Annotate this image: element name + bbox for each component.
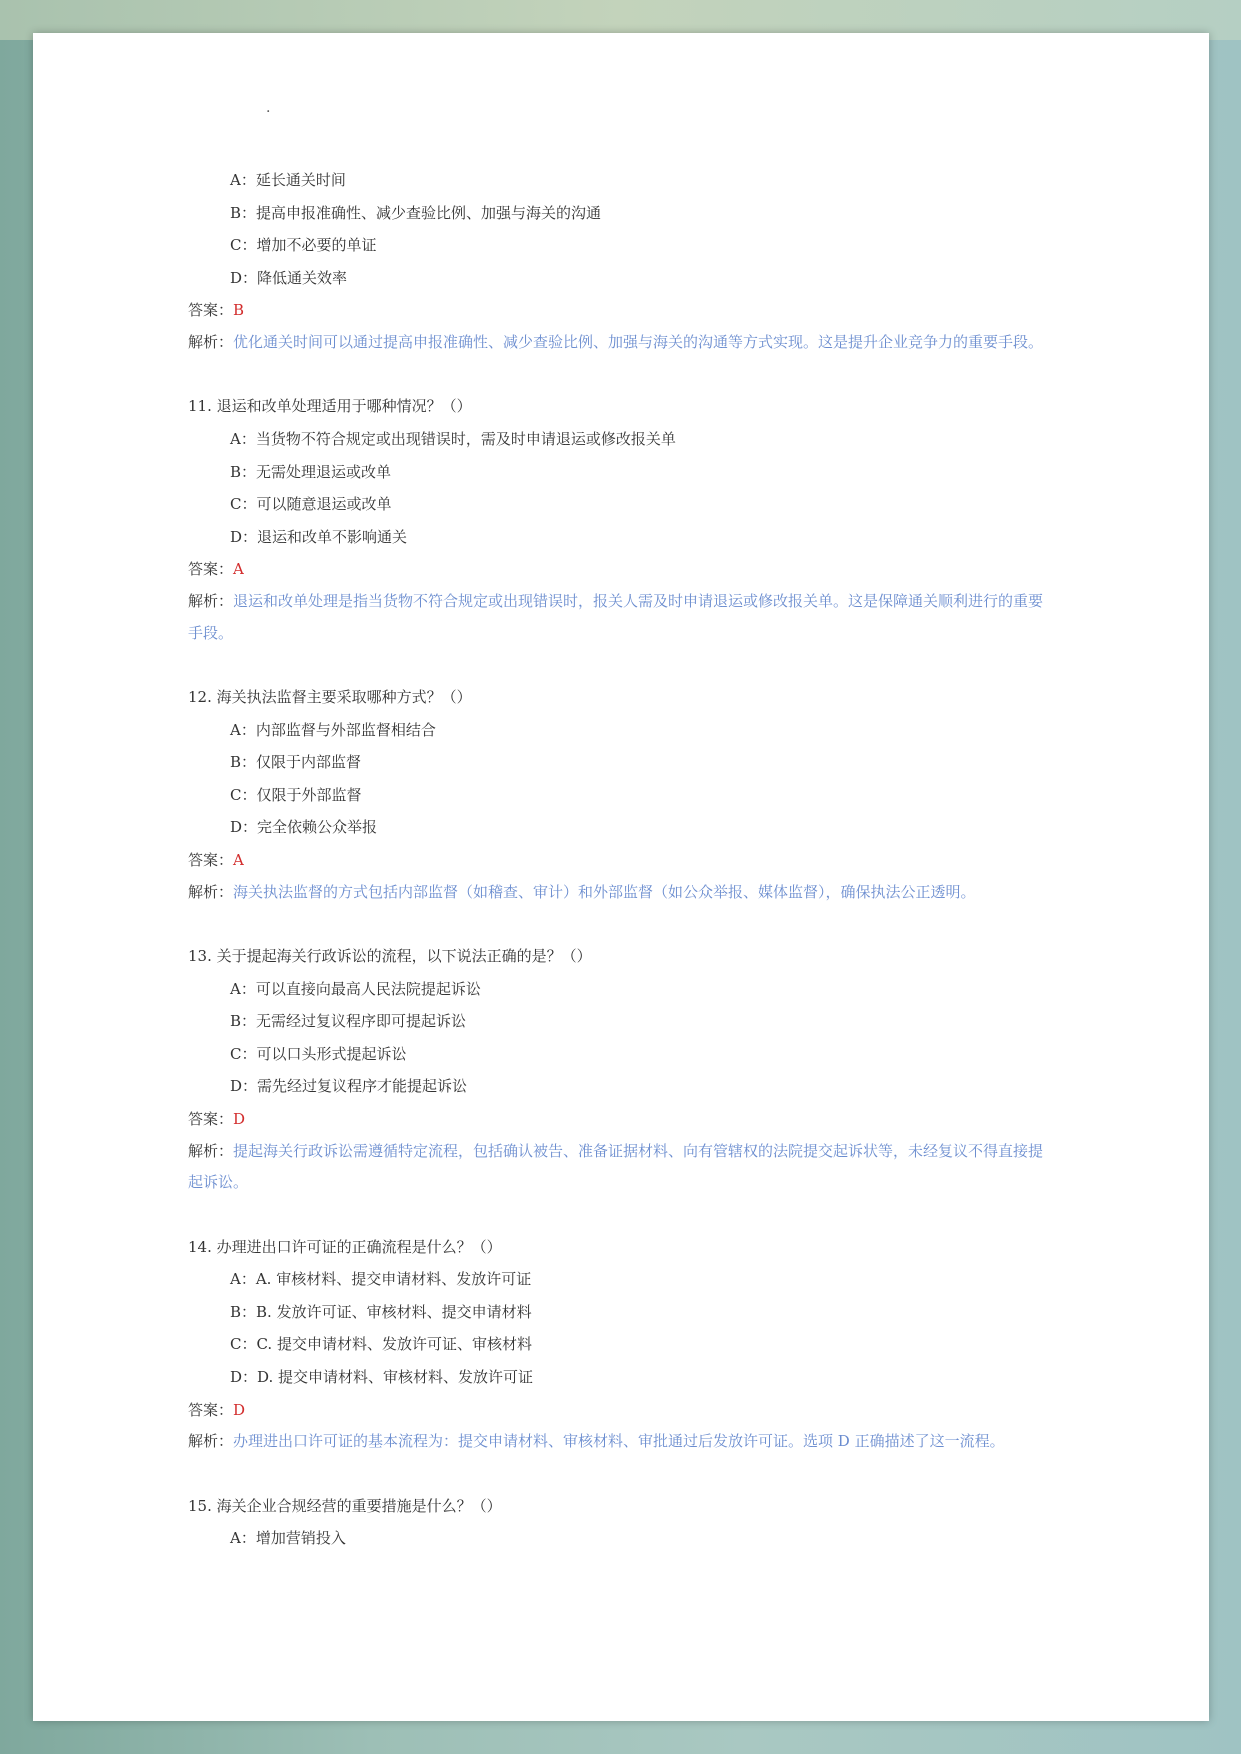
answer-label: 答案：: [188, 1400, 234, 1419]
question-block-12: [188, 681, 1058, 908]
option-a: A：可以直接向最高人民法院提起诉讼: [230, 979, 481, 998]
answer-label: 答案：: [188, 851, 234, 869]
explanation-label: 解析：: [188, 1141, 234, 1160]
question-block-13: [188, 940, 1058, 1199]
answer-value: A: [233, 851, 244, 869]
question-text: 14. 办理进出口许可证的正确流程是什么？（）: [188, 1237, 502, 1256]
answer-value: D: [233, 1110, 246, 1129]
explanation-text: 退运和改单处理是指当货物不符合规定或出现错误时，报关人需及时申请退运或修改报关单。这是保障通关顺利进行的重要手段。: [188, 592, 1044, 642]
explanation-text: 提起海关行政诉讼需遵循特定流程，包括确认被告、准备证据材料、向有管辖权的法院提交起诉状等，未经复议不得直接提起诉讼。: [188, 1141, 1044, 1192]
explanation-text: 优化通关时间可以通过提高申报准确性、减少查验比例、加强与海关的沟通等方式实现。这是提升企业竞争力的重要手段。: [233, 332, 1044, 351]
option-a: A：当货物不符合规定或出现错误时，需及时申请退运或修改报关单: [230, 430, 676, 449]
option-d: D：退运和改单不影响通关: [230, 527, 408, 546]
option-b: B：B. 发放许可证、审核材料、提交申请材料: [230, 1302, 532, 1321]
option-a: A：延长通关时间: [230, 171, 346, 189]
option-c: C：C. 提交申请材料、发放许可证、审核材料: [230, 1335, 532, 1354]
option-a: A：增加营销投入: [230, 1529, 346, 1548]
answer-label: 答案：: [188, 1110, 234, 1129]
explanation-text: 海关执法监督的方式包括内部监督（如稽查、审计）和外部监督（如公众举报、媒体监督），确保执法公正透明。: [233, 882, 976, 901]
explanation-label: 解析：: [188, 882, 234, 901]
option-b: B：无需处理退运或改单: [230, 462, 392, 481]
answer-line: [188, 294, 1058, 327]
answer-line: [188, 553, 1058, 586]
option-d: D：降低通关效率: [230, 268, 348, 287]
option-a: A：内部监督与外部监督相结合: [230, 720, 436, 739]
option-c: C：仅限于外部监督: [230, 785, 362, 804]
explanation-label: 解析：: [188, 1432, 234, 1451]
option-c: C：可以口头形式提起诉讼: [230, 1044, 407, 1063]
question-text: 12. 海关执法监督主要采取哪种方式？（）: [188, 688, 472, 707]
explanation: [188, 1136, 1058, 1199]
question-text: 15. 海关企业合规经营的重要措施是什么？（）: [188, 1496, 502, 1515]
option-c: C：增加不必要的单证: [230, 236, 377, 255]
option-d: D：完全依赖公众举报: [230, 818, 378, 837]
answer-label: 答案：: [188, 560, 234, 579]
option-b: B：仅限于内部监督: [230, 753, 362, 772]
explanation: [188, 877, 1058, 909]
explanation: [188, 327, 1058, 359]
question-block-11: [188, 390, 1058, 649]
explanation: [188, 586, 1058, 649]
answer-value: A: [233, 560, 244, 579]
explanation-text: 办理进出口许可证的基本流程为：提交申请材料、审核材料、审批通过后发放许可证。选项 D 正确描述了这一流程。: [233, 1432, 1005, 1451]
option-b: B：无需经过复议程序即可提起诉讼: [230, 1012, 467, 1031]
question-text: 11. 退运和改单处理适用于哪种情况？（）: [188, 397, 472, 416]
option-d: D：D. 提交申请材料、审核材料、发放许可证: [230, 1368, 534, 1387]
question-block-14: [188, 1231, 1058, 1458]
answer-value: B: [233, 301, 245, 320]
option-b: B：提高申报准确性、减少查验比例、加强与海关的沟通: [230, 203, 602, 222]
answer-line: [188, 1394, 1058, 1427]
explanation: [188, 1426, 1058, 1458]
option-c: C：可以随意退运或改单: [230, 495, 392, 514]
answer-line: [188, 1103, 1058, 1136]
answer-line: [188, 844, 1058, 877]
explanation-label: 解析：: [188, 332, 234, 351]
answer-label: 答案：: [188, 301, 234, 320]
answer-value: D: [233, 1400, 246, 1419]
question-block-15: [188, 1490, 1058, 1555]
option-d: D：需先经过复议程序才能提起诉讼: [230, 1077, 468, 1096]
option-a: A：A. 审核材料、提交申请材料、发放许可证: [230, 1270, 532, 1289]
question-text: 13. 关于提起海关行政诉讼的流程，以下说法正确的是？（）: [188, 947, 592, 966]
page-marker: .: [266, 100, 271, 116]
question-block-10: [188, 164, 1058, 358]
explanation-label: 解析：: [188, 592, 234, 611]
page-content: [188, 164, 1058, 1555]
